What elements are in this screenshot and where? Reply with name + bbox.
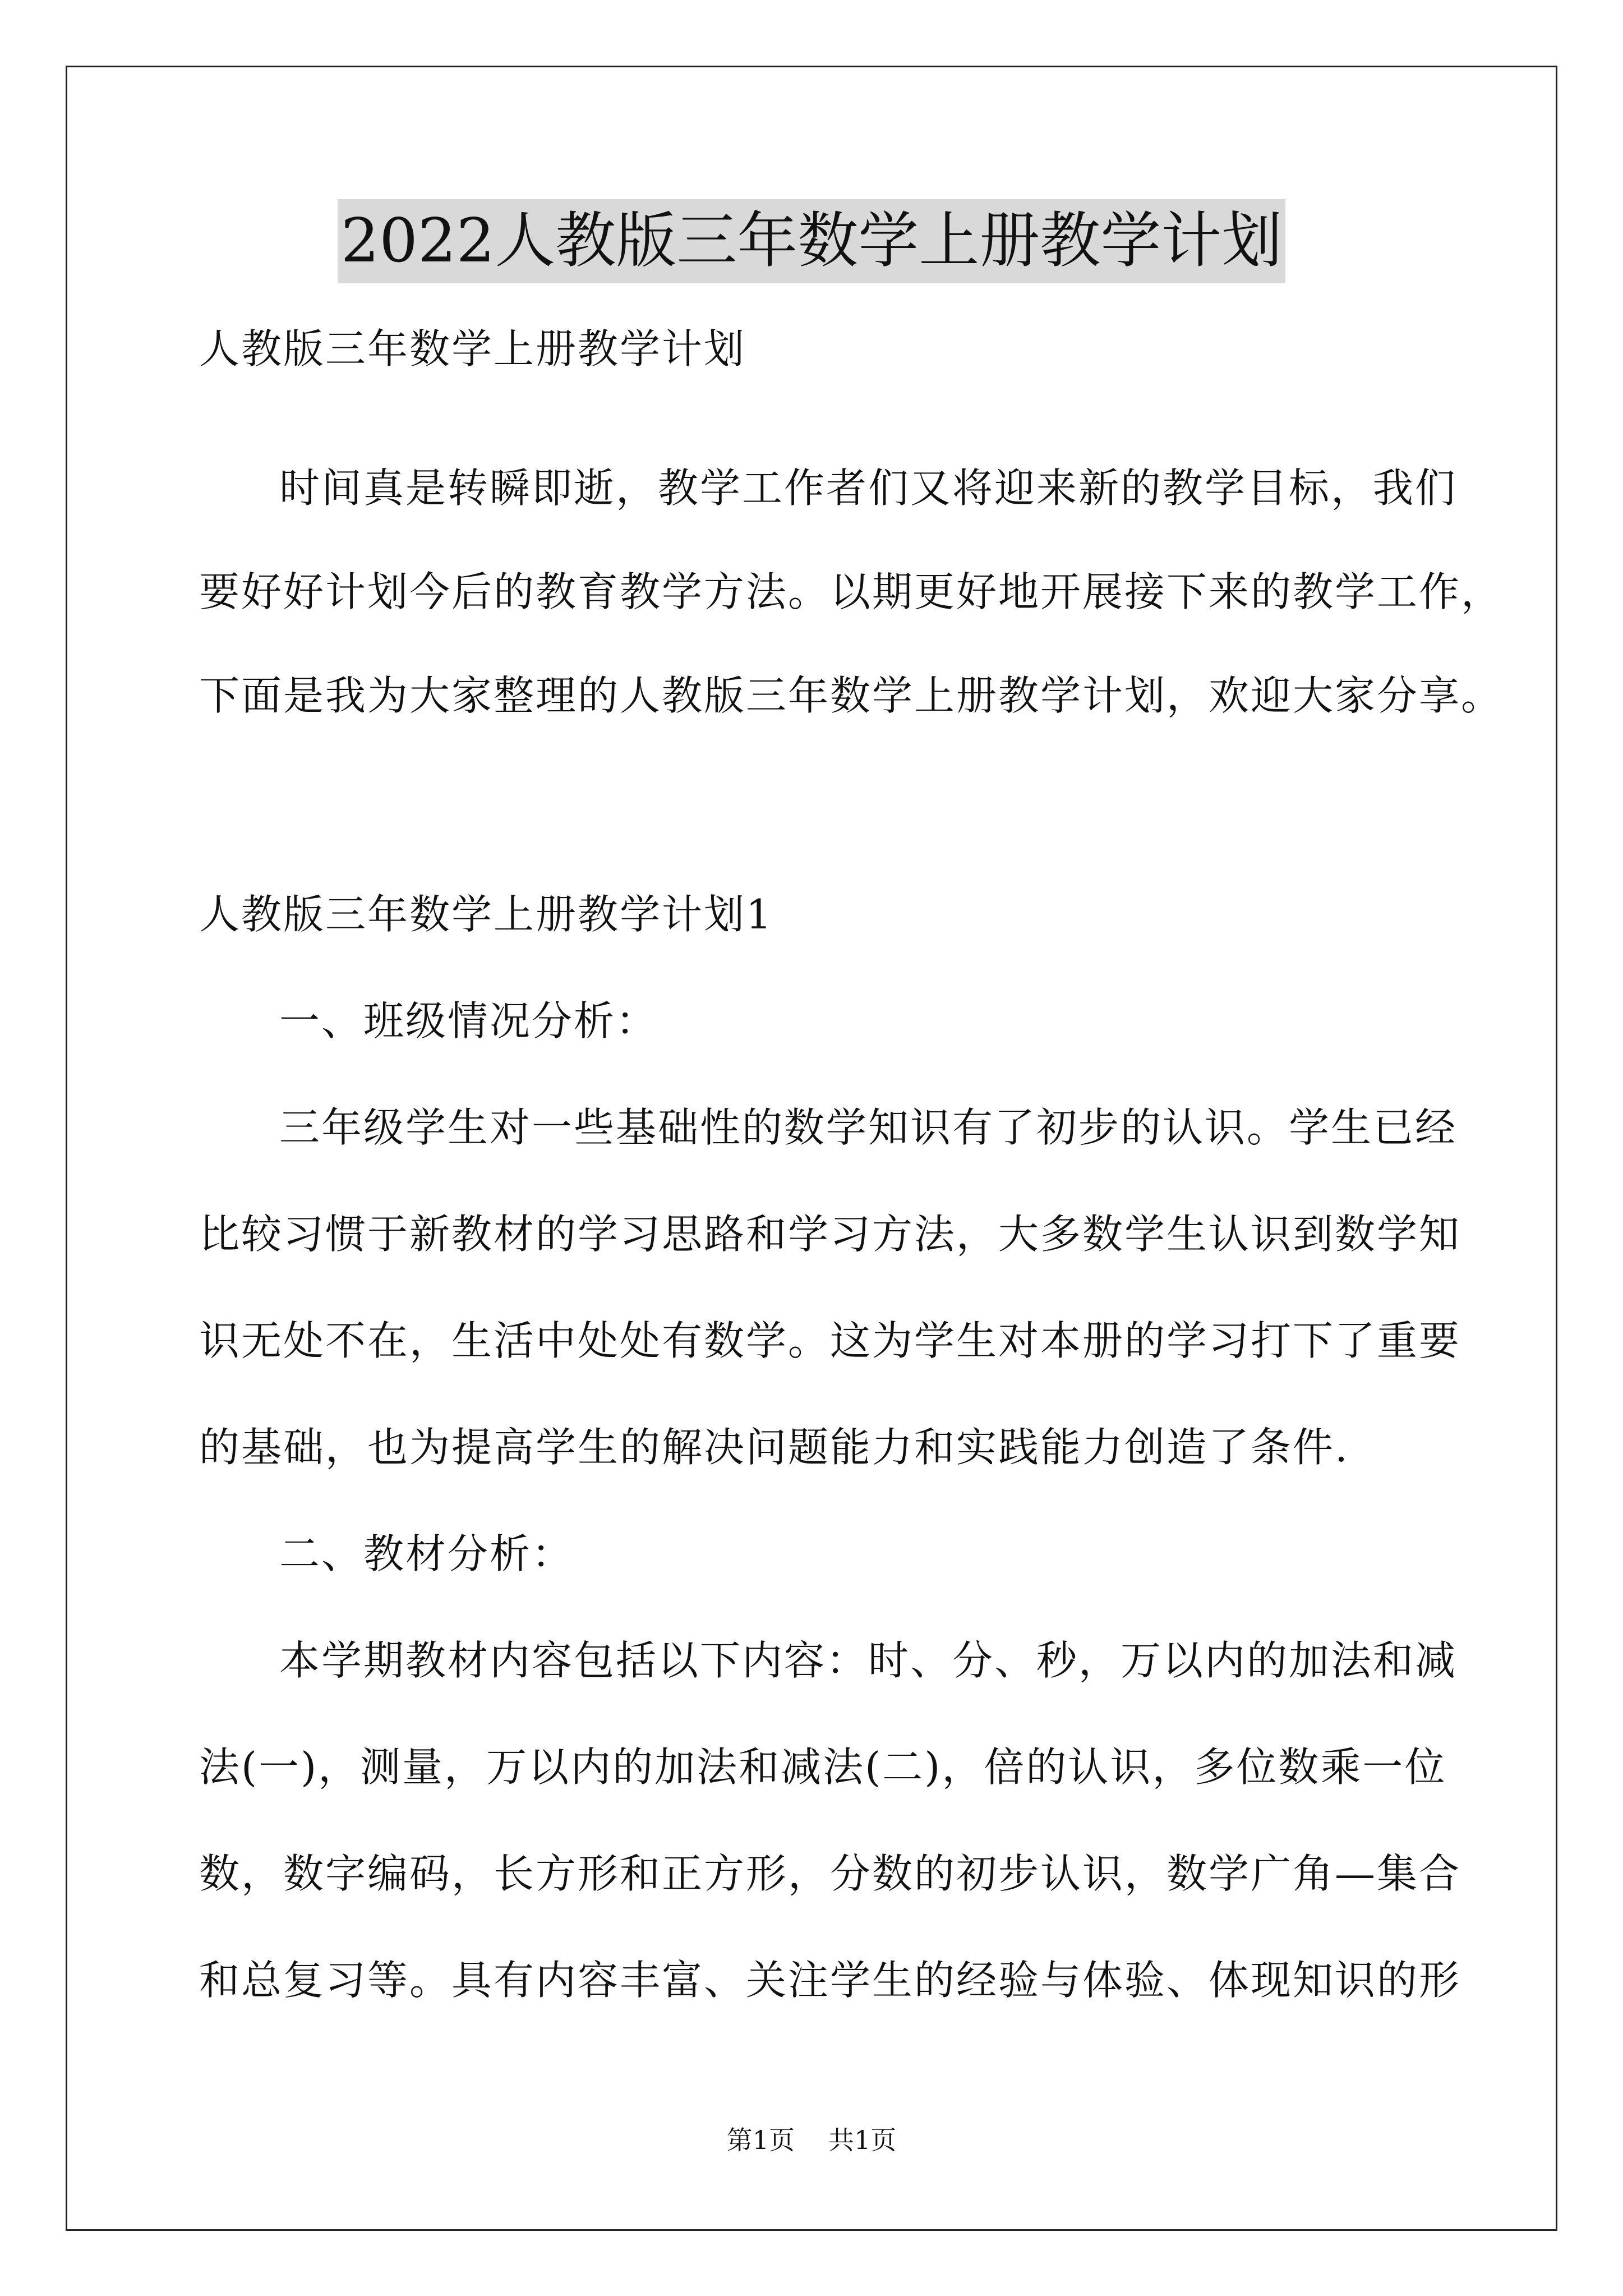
paragraph-line: 下面是我为大家整理的人教版三年数学上册教学计划，欢迎大家分享。 [199, 672, 1504, 719]
page-number: 第1页 [726, 2125, 795, 2155]
subsection-heading: 一、班级情况分析： [279, 997, 658, 1045]
paragraph-line: 数，数字编码，长方形和正方形，分数的初步认识，数学广角—集合 [199, 1850, 1461, 1897]
paragraph-line: 的基础，也为提高学生的解决问题能力和实践能力创造了条件. [199, 1424, 1349, 1471]
document-title: 2022人教版三年数学上册教学计划 [338, 199, 1286, 283]
paragraph-line: 和总复习等。具有内容丰富、关注学生的经验与体验、体现知识的形 [199, 1957, 1461, 2004]
subsection-heading: 二、教材分析： [279, 1530, 574, 1577]
paragraph-line: 识无处不在，生活中处处有数学。这为学生对本册的学习打下了重要 [199, 1317, 1461, 1364]
paragraph-line: 要好好计划今后的教育教学方法。以期更好地开展接下来的教学工作， [199, 568, 1504, 615]
subtitle-line: 人教版三年数学上册教学计划 [199, 325, 746, 372]
page-count: 共1页 [828, 2125, 897, 2155]
paragraph-line: 时间真是转瞬即逝，教学工作者们又将迎来新的教学目标，我们 [279, 464, 1458, 512]
paragraph-line: 本学期教材内容包括以下内容：时、分、秒，万以内的加法和减 [279, 1637, 1458, 1684]
paragraph-line: 法(一)，测量，万以内的加法和减法(二)，倍的认识，多位数乘一位 [199, 1743, 1447, 1791]
paragraph-line: 三年级学生对一些基础性的数学知识有了初步的认识。学生已经 [279, 1104, 1458, 1151]
section-heading: 人教版三年数学上册教学计划1 [199, 891, 773, 938]
page-footer [0, 2123, 1623, 2157]
title-container [0, 199, 1623, 283]
paragraph-line: 比较习惯于新教材的学习思路和学习方法，大多数学生认识到数学知 [199, 1211, 1461, 1258]
